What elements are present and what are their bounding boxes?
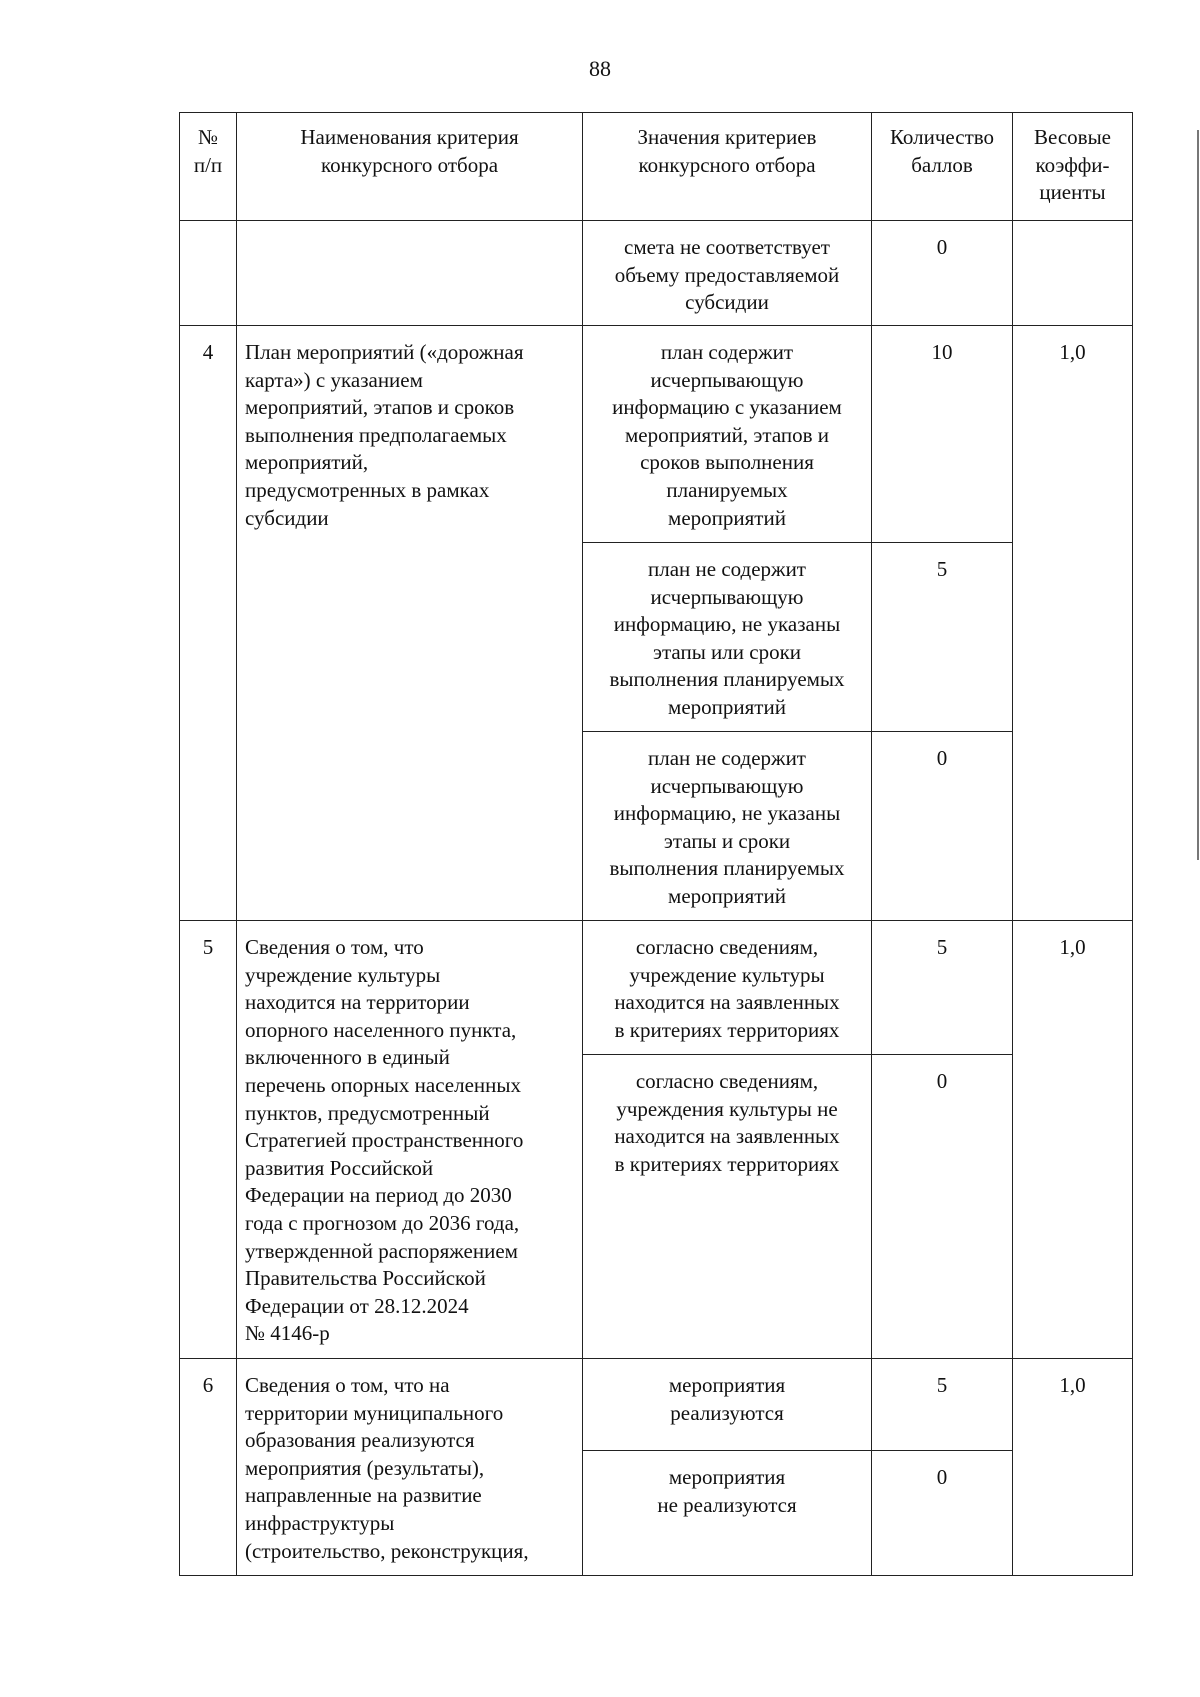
text-line: № 4146-р: [245, 1321, 330, 1346]
text-line: информацию с указанием: [612, 395, 842, 420]
text-line: Сведения о том, что: [245, 935, 424, 959]
text-line: п/п: [193, 152, 223, 177]
text-line: исчерпывающую: [650, 584, 804, 609]
criterion-value-text: [589, 556, 865, 722]
weight-cell: 1,0: [1013, 1359, 1133, 1576]
text-line: согласно сведениям,: [635, 1069, 819, 1093]
text-line: Федерации на период до 2030: [245, 1183, 512, 1208]
text-line: года с прогнозом до 2036 года,: [245, 1210, 520, 1235]
criterion-value-cell: [583, 326, 872, 543]
text-line: выполнения планируемых: [609, 667, 845, 692]
text-line: инфраструктуры: [245, 1510, 395, 1535]
criterion-value-text: [589, 1372, 865, 1427]
text-line: предусмотренных в рамках: [245, 477, 490, 502]
text-line: мероприятий: [668, 694, 786, 719]
text-line: (строительство, реконструкция,: [245, 1538, 529, 1563]
header-criterion-values-text: [583, 124, 871, 179]
table-header-row: [180, 113, 1133, 221]
text-line: согласно сведениям,: [635, 935, 819, 959]
row-number-cell: 4: [180, 326, 237, 921]
criterion-value-cell: [583, 1359, 872, 1451]
header-weight-text: [1013, 124, 1132, 207]
text-line: субсидии: [685, 290, 769, 315]
text-line: Количество: [889, 125, 995, 149]
text-line: находится на территории: [245, 990, 470, 1015]
criterion-name-text: [245, 934, 574, 1348]
text-line: мероприятий, этапов и: [624, 422, 830, 447]
weight-cell: [1013, 221, 1133, 326]
score-cell: 0: [872, 1451, 1013, 1576]
criterion-value-text: [589, 1068, 865, 1178]
header-number-text: [180, 124, 236, 179]
header-criterion-name-text: [237, 124, 582, 179]
text-line: образования реализуются: [245, 1428, 475, 1453]
score-cell: 0: [872, 221, 1013, 326]
text-line: мероприятий: [668, 883, 786, 908]
text-line: учреждение культуры: [245, 962, 441, 987]
criterion-value-cell: [583, 1451, 872, 1576]
criterion-value-text: [589, 934, 865, 1044]
header-criterion-name: [237, 113, 583, 221]
table-row: [180, 921, 1133, 1055]
text-line: информацию, не указаны: [613, 801, 841, 826]
text-line: опорного населенного пункта,: [245, 1017, 517, 1042]
text-line: территории муниципального: [245, 1400, 504, 1425]
text-line: планируемых: [666, 477, 788, 502]
text-line: пунктов, предусмотренный: [245, 1100, 490, 1125]
criterion-name-cell: [237, 1359, 583, 1576]
text-line: перечень опорных населенных: [245, 1072, 521, 1097]
criterion-name-cell: [237, 921, 583, 1359]
score-cell: 0: [872, 1055, 1013, 1359]
criteria-table: [179, 112, 1133, 1576]
criterion-name-text: [245, 1372, 574, 1565]
text-line: находится на заявленных: [614, 990, 840, 1015]
header-weight: [1013, 113, 1133, 221]
header-criterion-values: [583, 113, 872, 221]
score-cell: 5: [872, 543, 1013, 732]
criterion-name-cell: [237, 326, 583, 921]
table-row: [180, 326, 1133, 543]
text-line: в критериях территориях: [614, 1017, 840, 1042]
table-row: [180, 221, 1133, 326]
text-line: учреждения культуры не: [616, 1096, 838, 1121]
score-cell: 5: [872, 921, 1013, 1055]
weight-cell: 1,0: [1013, 326, 1133, 921]
text-line: конкурсного отбора: [320, 152, 499, 177]
text-line: Сведения о том, что на: [245, 1373, 450, 1397]
text-line: этапы и сроки: [663, 828, 791, 853]
text-line: План мероприятий («дорожная: [245, 340, 524, 364]
criterion-value-text: [589, 234, 865, 317]
score-cell: 0: [872, 732, 1013, 921]
text-line: план не содержит: [648, 746, 806, 770]
row-number-cell: [180, 221, 237, 326]
criterion-value-text: [589, 1464, 865, 1519]
text-line: коэффи-: [1035, 152, 1110, 177]
text-line: Наименования критерия: [300, 125, 519, 149]
text-line: план не содержит: [648, 557, 806, 581]
text-line: объему предоставляемой: [614, 262, 840, 287]
text-line: находится на заявленных: [614, 1124, 840, 1149]
text-line: №: [197, 125, 219, 149]
text-line: включенного в единый: [245, 1045, 450, 1070]
text-line: карта») с указанием: [245, 367, 423, 392]
row-number-cell: 6: [180, 1359, 237, 1576]
text-line: субсидии: [245, 505, 329, 530]
score-cell: 10: [872, 326, 1013, 543]
text-line: исчерпывающую: [650, 773, 804, 798]
text-line: мероприятий,: [245, 450, 369, 475]
criterion-value-cell: [583, 543, 872, 732]
text-line: этапы или сроки: [652, 639, 802, 664]
text-line: утвержденной распоряжением: [245, 1238, 518, 1263]
criterion-value-cell: [583, 1055, 872, 1359]
header-score-text: [872, 124, 1012, 179]
text-line: реализуются: [670, 1400, 784, 1425]
criterion-value-cell: [583, 732, 872, 921]
text-line: Весовые: [1033, 125, 1112, 149]
text-line: смета не соответствует: [624, 235, 830, 259]
text-line: направленные на развитие: [245, 1483, 482, 1508]
text-line: Федерации от 28.12.2024: [245, 1293, 469, 1318]
text-line: мероприятия: [668, 1373, 786, 1397]
text-line: мероприятия: [668, 1465, 786, 1489]
criterion-name-text: [245, 339, 574, 532]
text-line: циенты: [1039, 180, 1106, 205]
text-line: план содержит: [660, 340, 794, 364]
text-line: баллов: [911, 152, 973, 177]
text-line: Правительства Российской: [245, 1266, 486, 1291]
text-line: информацию, не указаны: [613, 612, 841, 637]
text-line: выполнения предполагаемых: [245, 422, 507, 447]
text-line: развития Российской: [245, 1155, 434, 1180]
criterion-value-text: [589, 339, 865, 532]
header-number: [180, 113, 237, 221]
table-row: [180, 1359, 1133, 1451]
text-line: мероприятий, этапов и сроков: [245, 395, 515, 420]
criterion-value-cell: [583, 921, 872, 1055]
page-number: 88: [589, 56, 611, 81]
weight-cell: 1,0: [1013, 921, 1133, 1359]
text-line: учреждение культуры: [629, 962, 825, 987]
text-line: выполнения планируемых: [609, 856, 845, 881]
criterion-name-cell: [237, 221, 583, 326]
score-cell: 5: [872, 1359, 1013, 1451]
scan-edge-line: [1197, 130, 1199, 860]
text-line: Значения критериев: [637, 125, 817, 149]
row-number-cell: 5: [180, 921, 237, 1359]
text-line: в критериях территориях: [614, 1151, 840, 1176]
text-line: исчерпывающую: [650, 367, 804, 392]
text-line: не реализуются: [657, 1492, 797, 1517]
text-line: конкурсного отбора: [638, 152, 816, 177]
criterion-value-cell: [583, 221, 872, 326]
text-line: сроков выполнения: [640, 450, 814, 475]
text-line: мероприятия (результаты),: [245, 1455, 485, 1480]
header-score: [872, 113, 1013, 221]
text-line: Стратегией пространственного: [245, 1128, 524, 1153]
text-line: мероприятий: [668, 505, 786, 530]
criterion-value-text: [589, 745, 865, 911]
